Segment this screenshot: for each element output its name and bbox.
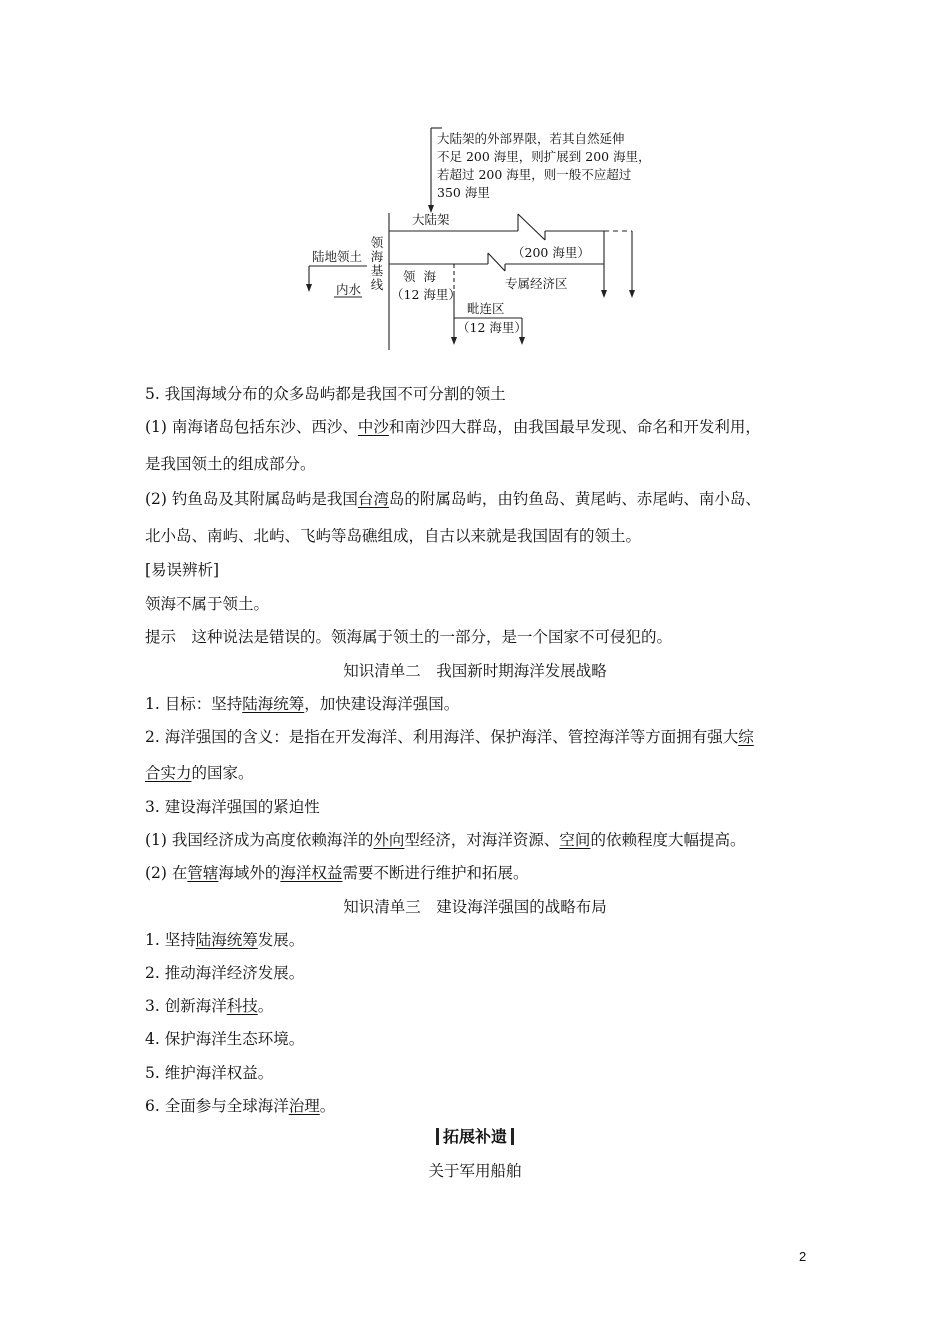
baseline-char: 线 — [370, 277, 384, 292]
list-item: 2. 推动海洋经济发展。 — [145, 964, 305, 982]
underlined-term: 中沙 — [357, 418, 389, 436]
text: 和南沙四大群岛，由我国最早发现、命名和开发利用， — [388, 418, 761, 436]
mistake-statement: 领海不属于领土。 — [145, 595, 270, 613]
baseline-char: 海 — [370, 249, 384, 264]
badge-bar-right — [511, 1128, 514, 1145]
internal-waters-label: 内水 — [336, 282, 362, 297]
note-line: 大陆架的外部界限，若其自然延伸 — [437, 131, 625, 146]
territorial-range-label: （12 海里） — [391, 287, 461, 302]
text: ，加快建设海洋强国。 — [304, 695, 460, 713]
territorial-sea-label: 领 海 — [403, 269, 436, 284]
underlined-term: 综 — [738, 728, 754, 746]
text: (2) 钓鱼岛及其附属岛屿是我国 — [145, 490, 358, 508]
note-line: 不足 200 海里，则扩展到 200 海里， — [437, 149, 651, 164]
contiguous-zone-label: 毗连区 — [467, 301, 505, 316]
mistake-hint: 提示 这种说法是错误的。领海属于领土的一部分，是一个国家不可侵犯的。 — [145, 628, 673, 646]
underlined-term: 海洋权益 — [280, 864, 343, 882]
extension-title: 关于军用船舶 — [428, 1162, 522, 1180]
shelf-limit-note — [437, 130, 651, 202]
list-subitem — [145, 862, 528, 884]
mistake-heading: [易误辨析] — [145, 561, 220, 579]
text: 岛的附属岛屿，由钓鱼岛、黄尾屿、赤尾屿、南小岛、 — [388, 490, 761, 508]
paragraph — [145, 488, 761, 510]
paragraph-cont: 是我国领土的组成部分。 — [145, 455, 316, 473]
text: 需要不断进行维护和拓展。 — [342, 864, 529, 882]
text: 的国家。 — [191, 764, 254, 782]
list-item: 4. 保护海洋生态环境。 — [145, 1030, 305, 1048]
text: (1) 南海诸岛包括东沙、西沙、 — [145, 418, 358, 436]
eez-label: 专属经济区 — [505, 276, 568, 291]
text: (1) 我国经济成为高度依赖海洋的 — [145, 831, 374, 849]
baseline-label — [370, 236, 384, 292]
baseline-char: 领 — [370, 235, 384, 250]
text: 1. 目标：坚持 — [145, 695, 243, 713]
section5-title: 5. 我国海域分布的众多岛屿都是我国不可分割的领土 — [145, 385, 506, 403]
underlined-term: 陆海统筹 — [195, 931, 258, 949]
extension-badge — [0, 1126, 950, 1148]
underlined-term: 台湾 — [357, 490, 389, 508]
underlined-term: 外向 — [373, 831, 405, 849]
text: 。 — [257, 997, 274, 1015]
text: 型经济，对海洋资源、 — [404, 831, 560, 849]
underlined-term: 空间 — [559, 831, 591, 849]
list-item — [145, 693, 459, 715]
underlined-term: 管辖 — [187, 864, 219, 882]
list-item: 3. 建设海洋强国的紧迫性 — [145, 798, 320, 816]
text: 。 — [319, 1097, 336, 1115]
page-number: 2 — [799, 1249, 807, 1264]
text: 3. 创新海洋 — [145, 997, 227, 1015]
text: 发展。 — [257, 931, 305, 949]
text: 1. 坚持 — [145, 931, 196, 949]
text: 海域外的 — [218, 864, 281, 882]
paragraph-cont: 北小岛、南屿、北屿、飞屿等岛礁组成，自古以来就是我国固有的领土。 — [145, 527, 642, 545]
underlined-term: 科技 — [226, 997, 258, 1015]
badge-text: 拓展补遗 — [442, 1127, 507, 1146]
baseline-char: 基 — [370, 263, 384, 278]
text: 6. 全面参与全球海洋 — [145, 1097, 289, 1115]
underlined-term: 合实力 — [145, 764, 192, 782]
land-territory-label: 陆地领土 — [312, 249, 363, 264]
continental-shelf-label: 大陆架 — [412, 212, 450, 227]
list-item — [145, 995, 273, 1017]
badge-bar-left — [436, 1128, 439, 1145]
list3-heading: 知识清单三 建设海洋强国的战略布局 — [343, 898, 607, 916]
list-item-cont — [145, 762, 254, 784]
list-subitem — [145, 829, 745, 851]
note-line: 350 海里 — [437, 185, 490, 200]
eez-range-label: （200 海里） — [512, 245, 590, 260]
note-line: 若超过 200 海里，则一般不应超过 — [437, 167, 632, 182]
text: (2) 在 — [145, 864, 188, 882]
list-item — [145, 1095, 335, 1117]
list2-heading: 知识清单二 我国新时期海洋发展战略 — [343, 662, 607, 680]
paragraph — [145, 416, 761, 438]
underlined-term: 陆海统筹 — [242, 695, 305, 713]
text: 2. 海洋强国的含义：是指在开发海洋、利用海洋、保护海洋、管控海洋等方面拥有强大 — [145, 728, 739, 746]
contiguous-range-label: （12 海里） — [457, 320, 527, 335]
underlined-term: 治理 — [288, 1097, 320, 1115]
list-item — [145, 726, 754, 748]
list-item: 5. 维护海洋权益。 — [145, 1064, 274, 1082]
list-item — [145, 929, 304, 951]
text: 的依赖程度大幅提高。 — [590, 831, 746, 849]
